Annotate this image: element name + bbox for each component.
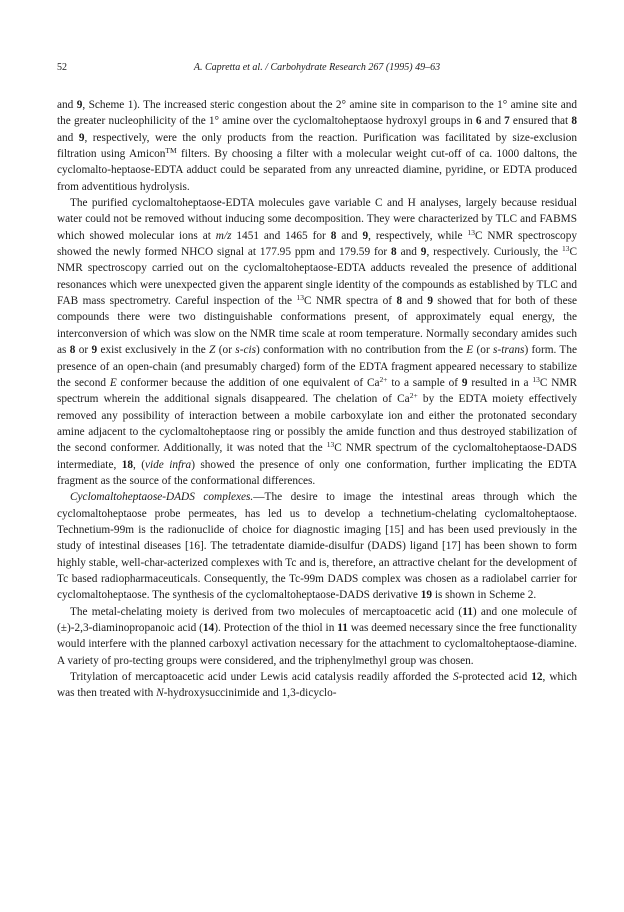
paragraph: Cyclomaltoheptaose-DADS complexes.—The desire to image the intestinal areas through which the cyclomaltoheptaose probe permeates, has led us to develop a technetium-chelating cyclomaltoheptaose. Technetium-99m is the radionuclide of choice for diagnostic imaging [15] and has been used previously in the study of intestinal diseases [16]. The tetradentate diamide-disulfur (DADS) ligand [17] has been shown to form highly stable, well-char-acterized complexes with Tc and is, therefore, an attractive chelant for the development of Tc based radiopharmaceuticals. Consequently, the Tc-99m DADS complex was chosen as a radiolabel carrier for cyclomaltoheptaose. The synthesis of the cyclomaltoheptaose-DADS derivative 19 is shown in Scheme 2.: [57, 491, 578, 602]
page-number: 52: [57, 62, 67, 73]
paragraph: Tritylation of mercaptoacetic acid under Lewis acid catalysis readily afforded the S-protected acid 12, which was then treated with N-hydroxysuccinimide and 1,3-dicyclo-: [57, 671, 577, 700]
body-text: [57, 97, 577, 702]
running-head: [57, 60, 577, 76]
paragraph: The purified cyclomaltoheptaose-EDTA molecules gave variable C and H analyses, largely because residual water could not be removed without inducing some decomposition. They were characterized by TLC and FABMS which showed molecular ions at m/z 1451 and 1465 for 8 and 9, respectively, while $^{13}$C NMR spectroscopy showed the newly formed NHCO signal at 177.95 ppm and 179.59 for 8 and 9, respectively. Curiously, the $^{13}$C NMR spectroscopy carried out on the cyclomaltoheptaose-EDTA adducts revealed the presence of additional resonances which were unexpected given the apparent single identity of the compounds as established by TLC and FAB mass spectrometry. Careful inspection of the $^{13}$C NMR spectra of 8 and 9 showed that for both of these compounds there were two distinguishable conformations present, of approximately equal energy, the interconversion of which was slow on the NMR time scale at room temperature. Normally secondary amides such as 8 or 9 exist exclusively in the Z (or s-cis) conformation with no contribution from the E (or s-trans) form. The presence of an open-chain (and presumably charged) form of the EDTA fragment appeared necessary to stabilize the second E conformer because the addition of one equivalent of $Ca^{2+}$ to a sample of 9 resulted in a $^{13}$C NMR spectrum wherein the additional signals disappeared. The chelation of $Ca^{2+}$ by the EDTA moiety effectively removed any possibility of interaction between a mobile carboxylate ion and either the protonated secondary amine adjacent to the cyclomaltoheptaose ring or possibly the amide function and thus destroyed stabilization of the second conformer. Additionally, it was noted that the $^{13}$C NMR spectrum of the cyclomaltoheptaose-DADS intermediate, 18, (vide infra) showed the presence of only one conformation, further implicating the EDTA fragment as the source of the conformational differences.: [57, 197, 577, 487]
paragraph: The metal-chelating moiety is derived from two molecules of mercaptoacetic acid (11) and one molecule of (±)-2,3-diaminopropanoic acid (14). Protection of the thiol in 11 was deemed necessary since the free functionality would interfere with the planned carboxyl activation necessary for the attachment to cyclomaltoheptaose-diamine. A variety of pro-tecting groups were considered, and the triphenylmethyl group was chosen.: [57, 605, 577, 667]
paragraph: and 9, Scheme 1). The increased steric congestion about the 2° amine site in comparison to the 1° amine site and the greater nucleophilicity of the 1° amine over the cyclomaltoheptaose hydroxyl groups in 6 and 7 ensured that 8 and 9, respectively, were the only products from the reaction. Purification was facilitated by size-exclusion filtration using Amicon™ filters. By choosing a filter with a molecular weight cut-off of ca. 1000 daltons, the cyclomalto-heptaose-EDTA adduct could be separated from any unreacted diamine, pyridine, or EDTA produced from adventitious hydrolysis.: [57, 99, 578, 193]
journal-citation: A. Capretta et al. / Carbohydrate Research 267 (1995) 49–63: [193, 62, 441, 73]
